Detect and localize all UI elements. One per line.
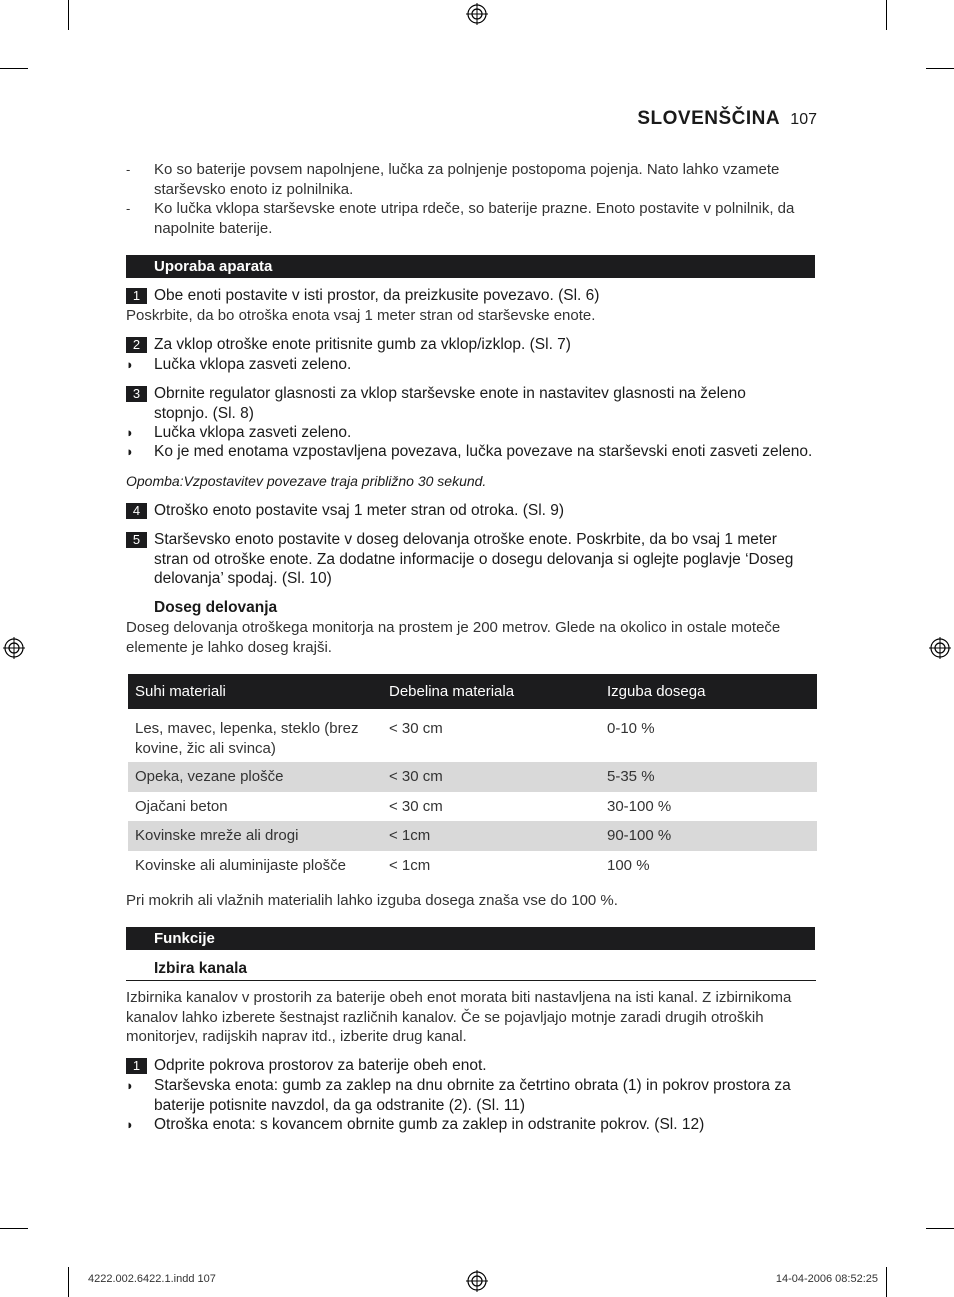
step-text: Obrnite regulator glasnosti za vklop starševske enote in nastavitev glasnosti na želeno <box>154 385 746 402</box>
cell-text: Les, mavec, lepenka, steklo (brez <box>135 720 359 737</box>
footer-file: 4222.002.6422.1.indd 107 <box>88 1273 216 1285</box>
step-text: Za vklop otroške enote pritisnite gumb za vklop/izklop. (Sl. 7) <box>154 336 571 353</box>
crop-mark <box>926 68 954 69</box>
wet-material-note: Pri mokrih ali vlažnih materialih lahko izguba dosega znaša vse do 100 %. <box>126 892 618 909</box>
range-paragraph <box>126 618 816 657</box>
result-bullet <box>126 1076 816 1115</box>
bullet-icon: ◗ <box>126 357 134 372</box>
section-heading <box>126 927 815 950</box>
step-text: Odprite pokrova prostorov za baterije obeh enot. <box>154 1057 487 1074</box>
table-cell: < 1cm <box>382 821 600 851</box>
result-bullet <box>126 355 816 375</box>
language-title: SLOVENŠČINA <box>637 108 781 129</box>
paragraph-line: kanalov lahko izberete šestnajst različnih kanalov. Če se pojavljajo motnje zaradi drugih otroških <box>126 1008 764 1026</box>
step-number: 1 <box>126 1058 147 1074</box>
result-bullet <box>126 442 816 462</box>
intro-line: starševsko enoto iz polnilnika. <box>154 180 354 198</box>
subheading <box>126 959 816 979</box>
table-cell: Kovinske ali aluminijaste plošče <box>135 856 346 874</box>
channel-paragraph <box>126 988 816 1047</box>
bullet-text: Starševska enota: gumb za zaklep na dnu obrnite za četrtino obrata (1) in pokrov prostora za <box>154 1077 791 1094</box>
step-text: stran od otroške enote. Za dodatne informacije o dosegu delovanja si oglejte poglavje ‘Doseg <box>154 550 794 568</box>
crop-mark <box>926 1228 954 1229</box>
subheading-text: Izbira kanala <box>154 960 248 977</box>
column-header: Izguba dosega <box>600 674 817 709</box>
paragraph-line: Doseg delovanja otroškega monitorja na prostem je 200 metrov. Glede na okolico in ostale moteče <box>126 619 781 636</box>
subheading-text: Doseg delovanja <box>154 599 278 616</box>
column-header: Debelina materiala <box>382 674 600 709</box>
intro-line: Ko so baterije povsem napolnjene, lučka za polnjenje postopoma pojenja. Nato lahko vzamete <box>154 161 780 178</box>
remark: Opomba:Vzpostavitev povezave traja približno 30 sekund. <box>126 473 487 489</box>
step <box>126 384 816 423</box>
crop-mark <box>68 1267 69 1297</box>
step-text: Starševsko enoto postavite v doseg delovanja otroške enote. Poskrbite, da bo vsaj 1 meter <box>154 531 777 548</box>
footer-date: 14-04-2006 08:52:25 <box>775 1273 878 1285</box>
subheading <box>126 598 816 618</box>
table-cell: < 30 cm <box>389 720 443 737</box>
step-text: stopnjo. (Sl. 8) <box>154 404 254 422</box>
step-note: Poskrbite, da bo otroška enota vsaj 1 meter stran od starševske enote. <box>126 307 596 324</box>
paragraph-line: monitorjev, radijskih naprav itd., izberite drug kanal. <box>126 1028 467 1045</box>
table-cell: 0-10 % <box>607 720 655 737</box>
crop-mark <box>0 68 28 69</box>
crop-mark <box>68 0 69 30</box>
registration-mark-icon <box>929 637 951 659</box>
step-text: delovanja’ spodaj. (Sl. 10) <box>154 570 332 587</box>
table-header-row <box>128 674 817 709</box>
step-text: Obe enoti postavite v isti prostor, da preizkusite povezavo. (Sl. 6) <box>154 287 600 304</box>
cell-text: kovine, žic ali svinca) <box>135 739 276 757</box>
step <box>126 501 816 521</box>
table-cell: < 1cm <box>389 856 431 874</box>
table-cell: Kovinske mreže ali drogi <box>128 821 382 851</box>
bullet-icon: ◗ <box>126 444 134 459</box>
section-heading <box>126 255 815 278</box>
table-row <box>128 821 817 851</box>
bullet-text: baterije potisnite navzdol, da ga odstranite (2). (Sl. 11) <box>154 1096 526 1114</box>
step-number: 4 <box>126 503 147 519</box>
step <box>126 335 816 355</box>
table-row <box>128 762 817 792</box>
step-number: 5 <box>126 532 147 548</box>
table-cell: 30-100 % <box>607 797 672 815</box>
table-cell: < 30 cm <box>389 797 443 815</box>
table-cell: Ojačani beton <box>135 797 228 815</box>
crop-mark <box>0 1228 28 1229</box>
materials-table <box>128 674 817 880</box>
result-bullet <box>126 423 816 443</box>
bullet-icon: ◗ <box>126 425 134 440</box>
table-row <box>128 709 817 762</box>
section-title: Uporaba aparata <box>154 258 273 275</box>
intro-bullet <box>126 199 816 238</box>
bullet-text: Lučka vklopa zasveti zeleno. <box>154 356 352 373</box>
table-row <box>128 792 817 822</box>
bullet-text: Ko je med enotama vzpostavljena povezava, lučka povezave na starševski enoti zasveti zeleno. <box>154 443 813 460</box>
table-cell: < 30 cm <box>382 762 600 792</box>
table-cell: Opeka, vezane plošče <box>128 762 382 792</box>
step-number: 1 <box>126 288 147 304</box>
section-title: Funkcije <box>154 930 215 947</box>
intro-line: napolnite baterije. <box>154 219 273 237</box>
step <box>126 286 816 306</box>
table-row <box>128 851 817 881</box>
registration-mark-icon <box>466 3 488 25</box>
step-text: Otroško enoto postavite vsaj 1 meter stran od otroka. (Sl. 9) <box>154 502 565 519</box>
page-number: 107 <box>790 111 817 128</box>
intro-bullet <box>126 160 816 199</box>
step-number: 2 <box>126 337 147 353</box>
bullet-icon: ◗ <box>126 1117 134 1132</box>
crop-mark <box>886 0 887 30</box>
step <box>126 530 816 589</box>
crop-mark <box>886 1267 887 1297</box>
registration-mark-icon <box>466 1270 488 1292</box>
divider <box>126 980 816 981</box>
dash-marker: - <box>126 162 131 177</box>
step-number: 3 <box>126 386 147 402</box>
table-cell: 100 % <box>607 856 650 874</box>
paragraph-line: elemente je lahko doseg krajši. <box>126 638 332 656</box>
column-header: Suhi materiali <box>128 674 382 709</box>
page-header <box>637 108 817 130</box>
table-cell: 90-100 % <box>600 821 817 851</box>
registration-mark-icon <box>3 637 25 659</box>
intro-line: Ko lučka vklopa starševske enote utripa rdeče, so baterije prazne. Enoto postavite v polnilnik, da <box>154 200 795 217</box>
table-cell: 5-35 % <box>600 762 817 792</box>
table-cell <box>128 709 382 762</box>
bullet-icon: ◗ <box>126 1078 134 1093</box>
bullet-text: Lučka vklopa zasveti zeleno. <box>154 424 352 441</box>
step <box>126 1056 816 1076</box>
paragraph-line: Izbirnika kanalov v prostorih za baterije obeh enot morata biti nastavljena na isti kanal. Z izbirnikoma <box>126 989 792 1006</box>
dash-marker: - <box>126 201 131 216</box>
result-bullet <box>126 1115 816 1135</box>
bullet-text: Otroška enota: s kovancem obrnite gumb za zaklep in odstranite pokrov. (Sl. 12) <box>154 1116 705 1133</box>
